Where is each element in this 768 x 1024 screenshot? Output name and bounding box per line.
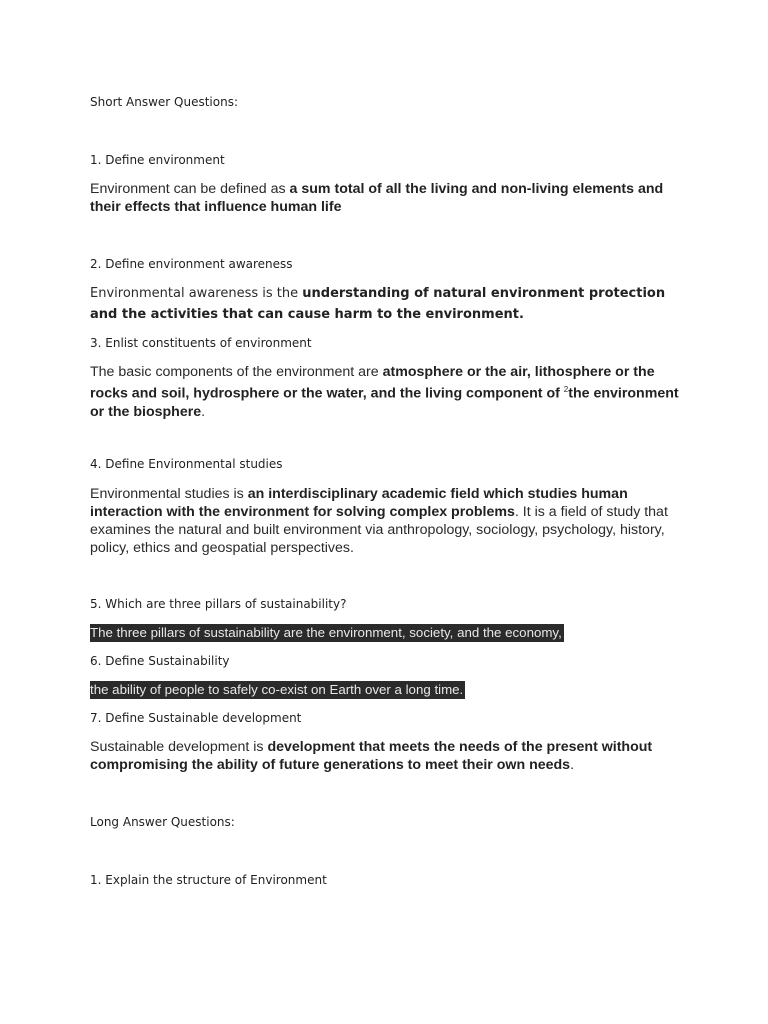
question-7: 7. Define Sustainable development: [90, 711, 302, 725]
answer-3: [90, 363, 680, 421]
long-answer-heading: Long Answer Questions:: [90, 815, 235, 829]
answer-4-tail: . It is a field of study that examines the natural and built environment via anthropology, sociology, psychology, history, policy, ethics and geospatial perspectives.: [90, 504, 668, 556]
answer-7-bold: development that meets the needs of the present without compromising the ability of future generations to meet their own needs: [90, 739, 653, 773]
question-3: 3. Enlist constituents of environment: [90, 336, 312, 350]
long-question-1: 1. Explain the structure of Environment: [90, 873, 327, 887]
answer-1: [90, 180, 680, 216]
answer-2-bold: understanding of natural environment protection and the activities that can cause harm to the environment.: [90, 286, 666, 322]
question-6: 6. Define Sustainability: [90, 654, 230, 668]
answer-2: [90, 283, 680, 325]
answer-2-lead: Environmental awareness is the: [90, 286, 303, 301]
answer-3-bold-1: atmosphere or the air, lithosphere or the rocks and soil, hydrosphere or the water, and the living component of: [90, 364, 655, 402]
question-2: 2. Define environment awareness: [90, 257, 293, 271]
answer-3-bold-2: the environment or the biosphere: [90, 385, 679, 420]
question-4: 4. Define Environmental studies: [90, 457, 283, 471]
answer-5-highlighted: The three pillars of sustainability are the environment, society, and the economy,: [90, 625, 562, 640]
answer-4-bold: an interdisciplinary academic field which studies human interaction with the environment for solving complex problems: [90, 486, 628, 520]
answer-6-highlighted: the ability of people to safely co-exist on Earth over a long time.: [90, 682, 464, 697]
answer-1-lead: Environment can be defined as: [90, 181, 290, 197]
answer-3-tail: .: [201, 403, 206, 420]
answer-7: [90, 738, 680, 774]
answer-4: [90, 485, 680, 557]
short-answer-heading: Short Answer Questions:: [90, 95, 238, 109]
answer-7-tail: .: [570, 757, 575, 773]
answer-7-lead: Sustainable development is: [90, 739, 268, 755]
answer-3-superscript: 2: [563, 385, 569, 394]
answer-1-bold: a sum total of all the living and non-living elements and their effects that influence human life: [90, 181, 664, 215]
question-5: 5. Which are three pillars of sustainability?: [90, 597, 347, 611]
answer-3-lead: The basic components of the environment are: [90, 364, 383, 380]
question-1: 1. Define environment: [90, 153, 225, 167]
answer-4-lead: Environmental studies is: [90, 486, 248, 502]
